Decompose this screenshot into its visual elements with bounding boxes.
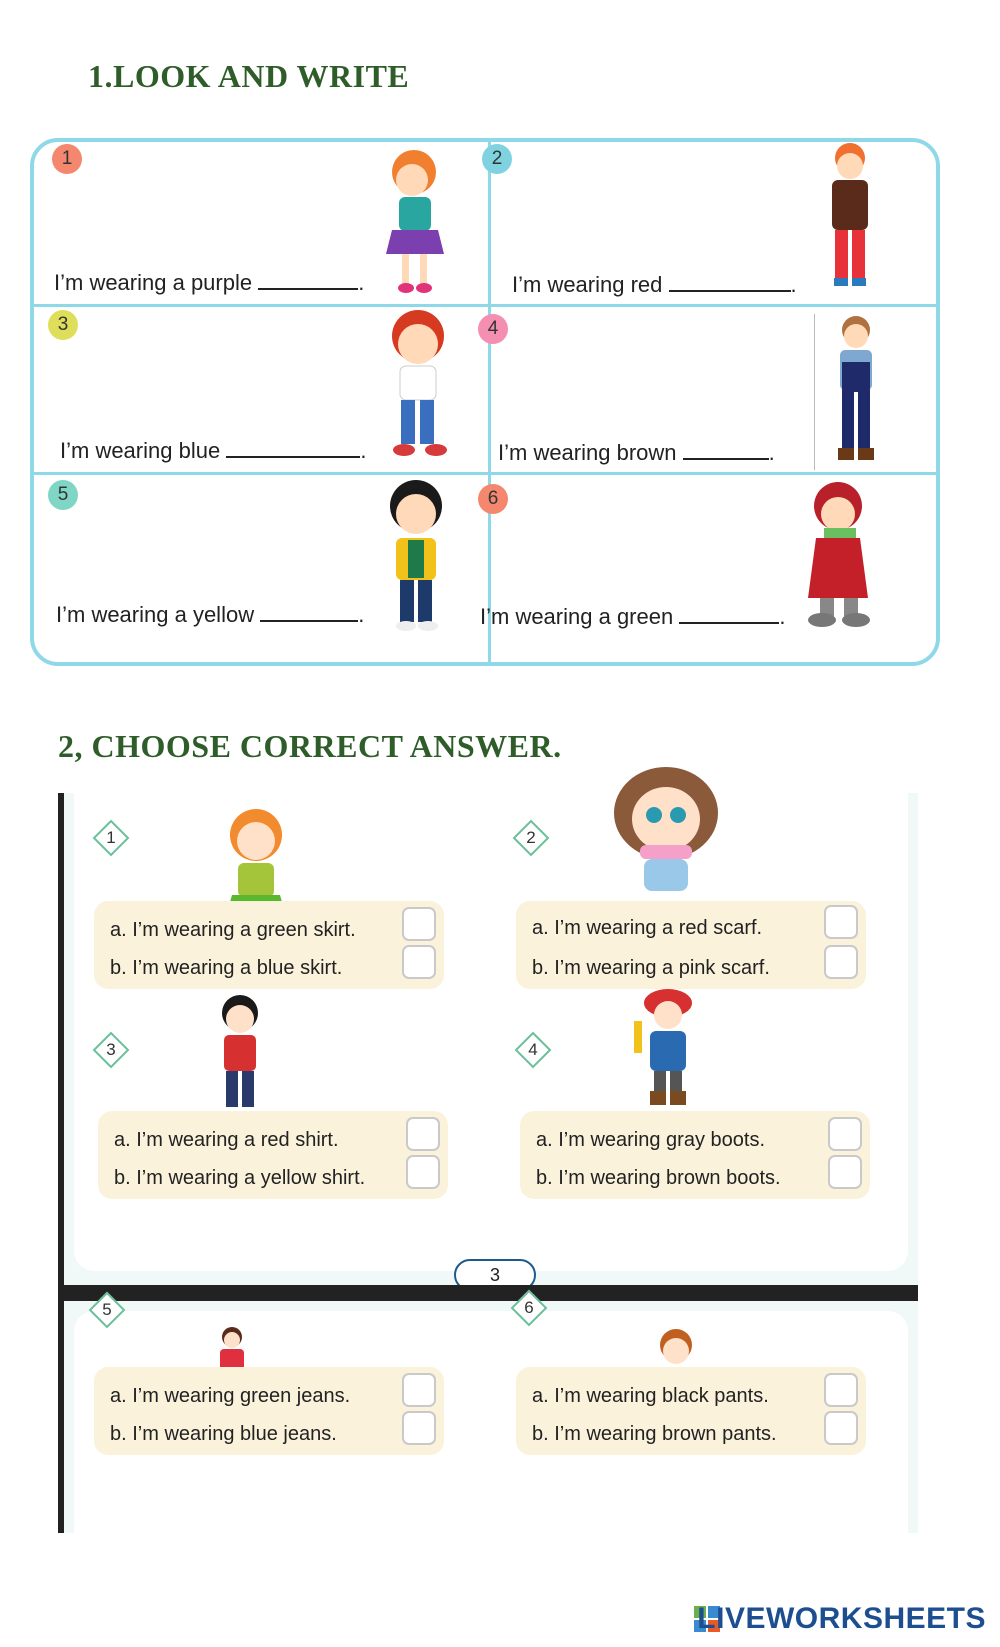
checkbox-option-b[interactable]: [828, 1155, 862, 1189]
choose-answer-worksheet: [58, 793, 918, 1533]
checkbox-option-b[interactable]: [406, 1155, 440, 1189]
checkbox-option-a[interactable]: [824, 905, 858, 939]
option-b: b. I’m wearing brown boots.: [536, 1167, 781, 1189]
item-number-badge: 6: [478, 484, 508, 514]
item-number-badge: 1: [52, 144, 82, 174]
option-a: a. I’m wearing a green skirt.: [110, 919, 356, 941]
answer-blank-1[interactable]: [258, 270, 358, 290]
answer-blank-3[interactable]: [226, 438, 360, 458]
question-1-options: [94, 901, 444, 989]
item-number-badge: 4: [478, 314, 508, 344]
sentence-3: I’m wearing blue .: [60, 438, 367, 463]
question-number-diamond: 4: [515, 1032, 552, 1069]
option-b: b. I’m wearing a pink scarf.: [532, 957, 770, 979]
boy-yellow-jacket-illustration: [370, 478, 470, 638]
checkbox-option-b[interactable]: [824, 1411, 858, 1445]
option-b: b. I’m wearing a yellow shirt.: [114, 1167, 366, 1189]
question-5-options: [94, 1367, 444, 1455]
page-panel-top: [64, 793, 918, 1285]
option-a: a. I’m wearing green jeans.: [110, 1385, 351, 1407]
question-number-diamond: 3: [93, 1032, 130, 1069]
checkbox-option-b[interactable]: [824, 945, 858, 979]
option-a: a. I’m wearing a red shirt.: [114, 1129, 339, 1151]
checkbox-option-b[interactable]: [402, 945, 436, 979]
question-4-options: [520, 1111, 870, 1199]
child-green-scarf-illustration: [790, 478, 890, 638]
sentence-4: I’m wearing brown .: [498, 440, 775, 465]
question-number-diamond: 1: [93, 820, 130, 857]
question-number-diamond: 5: [89, 1292, 126, 1329]
option-a: a. I’m wearing a red scarf.: [532, 917, 763, 939]
girl-purple-skirt-illustration: [374, 142, 474, 298]
grid-divider-vertical: [488, 142, 491, 662]
look-and-write-grid: [30, 138, 940, 666]
page-separator: [64, 1285, 918, 1301]
section1-title: 1.LOOK AND WRITE: [88, 58, 410, 94]
checkbox-option-a[interactable]: [824, 1373, 858, 1407]
checkbox-option-b[interactable]: [402, 1411, 436, 1445]
question-number-diamond: 6: [511, 1290, 548, 1327]
item-number-badge: 5: [48, 480, 78, 510]
boy-blue-jeans-illustration: [374, 308, 474, 468]
picture-border: [814, 314, 815, 470]
option-b: b. I’m wearing a blue skirt.: [110, 957, 343, 979]
page-panel-top-inner: [74, 793, 908, 1271]
question-2-options: [516, 901, 866, 989]
sentence-6: I’m wearing a green .: [480, 604, 786, 629]
question-6-options: [516, 1367, 866, 1455]
boy-red-pants-illustration: [810, 142, 890, 298]
checkbox-option-a[interactable]: [402, 1373, 436, 1407]
option-b: b. I’m wearing brown pants.: [532, 1423, 777, 1445]
answer-blank-2[interactable]: [669, 272, 791, 292]
section2-title: 2, CHOOSE CORRECT ANSWER.: [58, 728, 562, 764]
grid-divider-1: [34, 304, 936, 307]
boy-red-shirt-illustration: [208, 993, 272, 1117]
man-brown-boots-illustration: [820, 314, 890, 470]
sentence-1: I’m wearing a purple .: [54, 270, 365, 295]
checkbox-option-a[interactable]: [406, 1117, 440, 1151]
question-number-diamond: 2: [513, 820, 550, 857]
item-number-badge: 3: [48, 310, 78, 340]
option-a: a. I’m wearing gray boots.: [536, 1129, 765, 1151]
boy-blue-coat-illustration: [618, 987, 708, 1113]
checkbox-option-a[interactable]: [402, 907, 436, 941]
option-b: b. I’m wearing blue jeans.: [110, 1423, 337, 1445]
answer-blank-4[interactable]: [683, 440, 769, 460]
question-3-options: [98, 1111, 448, 1199]
page-number-badge: 3: [454, 1259, 536, 1291]
checkbox-option-a[interactable]: [828, 1117, 862, 1151]
sentence-2: I’m wearing red .: [512, 272, 797, 297]
answer-blank-5[interactable]: [260, 602, 358, 622]
liveworksheets-logo-text[interactable]: LIVEWORKSHEETS: [697, 1602, 986, 1635]
sentence-5: I’m wearing a yellow .: [56, 602, 365, 627]
grid-divider-2: [34, 472, 936, 475]
answer-blank-6[interactable]: [679, 604, 779, 624]
girl-pink-scarf-illustration: [604, 763, 728, 903]
item-number-badge: 2: [482, 144, 512, 174]
option-a: a. I’m wearing black pants.: [532, 1385, 769, 1407]
